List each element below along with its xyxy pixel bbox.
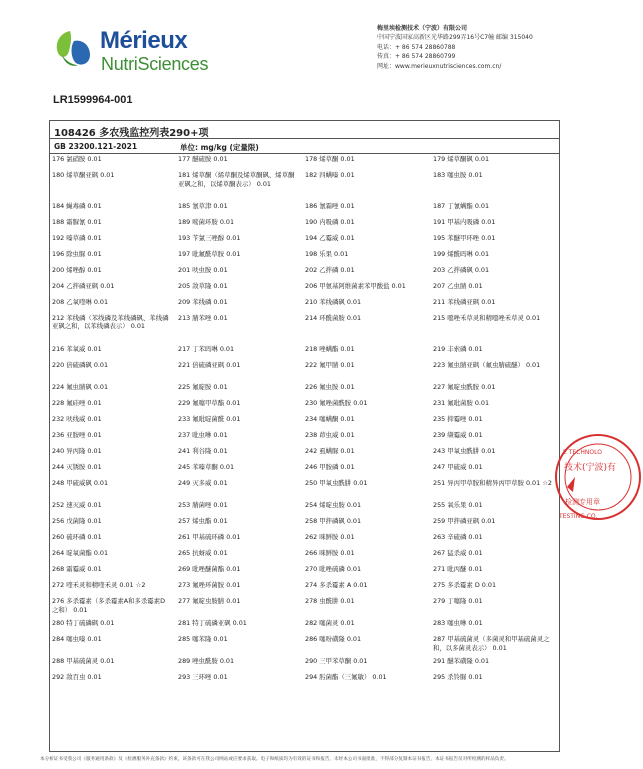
company-address: 中国宁波国家高新区光华路299弄16号C7幢 邮编 315040 (377, 34, 533, 42)
table-cell: 269 吡唑醚菌酯 0.01 (178, 564, 241, 573)
table-cell: 235 抑霉唑 0.01 (433, 414, 483, 423)
table-cell: 233 氟吡啶菌酰 0.01 (178, 414, 241, 423)
table-cell: 284 噻虫嗪 0.01 (52, 635, 102, 644)
table-cell: 189 嘧菌环胺 0.01 (178, 217, 235, 226)
table-cell: 283 噻虫啉 0.01 (433, 619, 483, 628)
company-info (377, 24, 587, 71)
table-cell: 202 乙拌磷 0.01 (305, 265, 355, 274)
table-cell: 206 甲氨基阿维菌素苯甲酸盐 0.01 (305, 281, 406, 290)
table-cell: 270 吡唑硫磷 0.01 (305, 564, 362, 573)
table-cell: 246 甲胺磷 0.01 (305, 462, 355, 471)
table-cell: 188 霜脲氰 0.01 (52, 217, 102, 226)
table-cell: 271 吡丙醚 0.01 (433, 564, 483, 573)
table-cell: 250 甲氧虫酰肼 0.01 (305, 478, 368, 487)
table-cell: 229 氟噻甲草酯 0.01 (178, 398, 241, 407)
table-row (50, 170, 559, 201)
table-row (50, 414, 559, 430)
table-row (50, 462, 559, 478)
table-cell: 183 噻虫胺 0.01 (433, 171, 483, 179)
table-cell: 197 吡氟酰草胺 0.01 (178, 249, 241, 258)
table-cell: 282 噻菌灵 0.01 (305, 619, 355, 628)
table-cell: 251 异丙甲草胺和精异丙甲草胺 0.01 ☆2 (433, 478, 553, 487)
table-cell: 260 硫环磷 0.01 (52, 532, 102, 541)
company-website: 网址：www.merieuxnutrisciences.com.cn/ (377, 62, 502, 70)
table-cell: 178 烯草酮 0.01 (305, 155, 355, 163)
table-cell: 267 猛杀威 0.01 (433, 548, 483, 557)
table-row (50, 398, 559, 414)
table-row (50, 618, 559, 634)
stamp-star-icon (567, 477, 575, 492)
table-cell: 278 虫酰肼 0.01 (305, 596, 355, 605)
table-cell: 292 敌百虫 0.01 (52, 673, 102, 682)
logo-word-nutrisciences: NutriSciences (101, 54, 209, 74)
table-row (50, 265, 559, 281)
company-name: 梅里埃检测技术（宁波）有限公司 (377, 25, 468, 32)
table-cell: 231 氟吡菌胺 0.01 (433, 398, 490, 407)
table-cell: 224 氟虫腈砜 0.01 (52, 382, 109, 391)
table-row (50, 446, 559, 462)
table-cell: 214 环酰菌胺 0.01 (305, 313, 362, 322)
table-cell: 176 氯硝胺 0.01 (52, 155, 102, 163)
table-cell: 281 特丁硫磷亚砜 0.01 (178, 619, 247, 628)
table-row (50, 360, 559, 382)
table-cell: 259 甲拌磷亚砜 0.01 (433, 516, 496, 525)
table-row (50, 217, 559, 233)
stamp-outer-text: TESTING CO. (559, 513, 598, 520)
table-cell: 275 多杀霉素 D 0.01 (433, 580, 497, 589)
table-cell: 253 腈菌唑 0.01 (178, 500, 228, 509)
company-logo (52, 25, 212, 85)
table-cell: 256 戊菌隆 0.01 (52, 516, 102, 525)
table-cell: 295 杀铃脲 0.01 (433, 673, 483, 682)
table-row (50, 478, 559, 500)
table-cell: 280 特丁硫磷砜 0.01 (52, 619, 115, 628)
table-cell: 232 呋线威 0.01 (52, 414, 102, 423)
table-cell: 177 醚硫胺 0.01 (178, 155, 228, 163)
table-cell: 181 烯草酮（烯草酮及烯草酮砜、烯草酮亚砜之和，以烯草酮表示） 0.01 (178, 171, 295, 188)
table-cell: 207 乙虫腈 0.01 (433, 281, 483, 290)
table-cell: 242 虱螨脲 0.01 (305, 446, 355, 455)
table-cell: 257 烯虫酯 0.01 (178, 516, 228, 525)
table-cell: 186 氰霜唑 0.01 (305, 201, 355, 210)
table-cell: 254 烯啶虫胺 0.01 (305, 500, 362, 509)
table-cell: 247 甲硫威 0.01 (433, 462, 483, 471)
table-row (50, 672, 559, 688)
table-row (50, 154, 559, 170)
table-cell: 265 抗蚜威 0.01 (178, 548, 228, 557)
table-row (50, 281, 559, 297)
table-cell: 273 氟唑环菌胺 0.01 (178, 580, 241, 589)
table-cell: 209 苯线磷 0.01 (178, 297, 228, 306)
table-cell: 289 唑虫酰胺 0.01 (178, 657, 235, 666)
standard-code: GB 23200.121-2021 (54, 142, 138, 151)
table-row (50, 344, 559, 360)
logo-mark-icon (52, 25, 96, 69)
table-cell: 238 茚虫威 0.01 (305, 430, 355, 439)
table-cell: 195 苯醚甲环唑 0.01 (433, 233, 496, 242)
table-cell: 213 腈苯唑 0.01 (178, 313, 228, 322)
table-row (50, 201, 559, 217)
table-row (50, 596, 559, 618)
table-row (50, 382, 559, 398)
table-row (50, 500, 559, 516)
report-number: LR1599964-001 (53, 94, 133, 106)
table-cell: 180 烯草酮亚砜 0.01 (52, 171, 115, 179)
stamp-top-text: E TECHNOLO (563, 449, 602, 456)
table-cell: 249 灭多威 0.01 (178, 478, 228, 487)
table-cell: 287 甲基硫菌灵（多菌灵和甲基硫菌灵之和，以多菌灵表示） 0.01 (433, 635, 550, 652)
table-row (50, 634, 559, 656)
table-cell: 258 甲拌磷砜 0.01 (305, 516, 362, 525)
table-cell: 204 乙拌磷亚砜 0.01 (52, 281, 115, 290)
table-cell: 225 氟啶胺 0.01 (178, 382, 228, 391)
table-cell: 216 苯氧威 0.01 (52, 344, 102, 353)
table-cell: 196 除虫脲 0.01 (52, 249, 102, 258)
table-row (50, 656, 559, 672)
table-row (50, 313, 559, 344)
table-cell: 240 异丙隆 0.01 (52, 446, 102, 455)
table-row (50, 297, 559, 313)
table-cell: 226 氟虫胺 0.01 (305, 382, 355, 391)
table-row (50, 548, 559, 564)
table-cell: 205 敌草隆 0.01 (178, 281, 228, 290)
table-cell: 228 氟硅唑 0.01 (52, 398, 102, 407)
table-subheader (50, 139, 559, 154)
company-phone: 电话：+ 86 574 28860788 (377, 43, 456, 51)
table-cell: 219 丰索磷 0.01 (433, 344, 483, 353)
table-cell: 274 多杀霉素 A 0.01 (305, 580, 368, 589)
table-cell: 199 烯酰吗啉 0.01 (433, 249, 490, 258)
table-row (50, 532, 559, 548)
table-cell: 255 氧乐果 0.01 (433, 500, 483, 509)
table-cell: 293 三环唑 0.01 (178, 673, 228, 682)
table-cell: 203 乙拌磷砜 0.01 (433, 265, 490, 274)
table-cell: 221 倍硫磷亚砜 0.01 (178, 360, 241, 369)
table-cell: 285 噻苯隆 0.01 (178, 635, 228, 644)
table-cell: 243 甲氧虫酰肼 0.01 (433, 446, 496, 455)
table-row (50, 516, 559, 532)
table-cell: 210 苯线磷砜 0.01 (305, 297, 362, 306)
table-cell: 264 啶氧菌酯 0.01 (52, 548, 109, 557)
table-cell: 227 氟啶虫酰胺 0.01 (433, 382, 496, 391)
table-cell: 215 噁唑禾草灵和精噁唑禾草灵 0.01 (433, 313, 541, 322)
table-cell: 200 烯唑醇 0.01 (52, 265, 102, 274)
table-cell: 193 苄氯三唑醇 0.01 (178, 233, 241, 242)
logo-word-merieux: Mérieux (100, 27, 188, 54)
unit-label: 单位: mg/kg (定量限) (180, 143, 259, 152)
table-cell: 268 霜霉威 0.01 (52, 564, 102, 573)
footer-disclaimer: 本分析证书受我公司《服务通用条款》及《检测服务补充条款》约束，该条款可在我公司网站或应要求获取。电子和纸质均为有效的证书和报告，未经本公司书面批准，不得部分复制本证书报告，本证书报告仅对所检测的样品负责。 (40, 757, 509, 762)
table-cell: 277 氟啶虫胺腈 0.01 (178, 596, 241, 605)
table-cell: 201 呋虫胺 0.01 (178, 265, 228, 274)
table-cell: 192 嗪草磷 0.01 (52, 233, 102, 242)
table-cell: 184 蝇毒磷 0.01 (52, 201, 102, 210)
table-row (50, 580, 559, 596)
table-cell: 220 倍硫磷砜 0.01 (52, 360, 109, 369)
table-cell: 182 四螨嗪 0.01 (305, 171, 355, 179)
table-cell: 276 多杀霉素（多杀霉素A和多杀霉素D之和） 0.01 (52, 596, 165, 614)
table-title: 108426 多农残监控列表290+项 (50, 121, 559, 139)
company-fax: 传真：+ 86 574 28860799 (377, 53, 456, 61)
table-cell: 248 甲硫威砜 0.01 (52, 478, 109, 487)
table-cell: 211 苯线磷亚砜 0.01 (433, 297, 496, 306)
table-cell: 194 乙霉威 0.01 (305, 233, 355, 242)
table-body (50, 154, 559, 688)
table-cell: 212 苯线磷（苯线磷及苯线磷砜、苯线磷亚砜之和，以苯线磷表示） 0.01 (52, 313, 169, 331)
table-cell: 239 缬霉威 0.01 (433, 430, 483, 439)
table-cell: 288 甲基硫菌灵 0.01 (52, 657, 115, 666)
table-cell: 234 噻螨酮 0.01 (305, 414, 355, 423)
table-cell: 245 苯嗪草酮 0.01 (178, 462, 235, 471)
table-cell: 236 亚胺唑 0.01 (52, 430, 102, 439)
table-cell: 262 咪鲜胺 0.01 (305, 532, 355, 541)
table-cell: 237 吡虫啉 0.01 (178, 430, 228, 439)
table-cell: 187 丁氰螨酯 0.01 (433, 201, 490, 210)
table-cell: 279 丁噻隆 0.01 (433, 596, 483, 605)
table-row (50, 249, 559, 265)
table-cell: 244 灭锈胺 0.01 (52, 462, 102, 471)
table-cell: 222 氟甲腈 0.01 (305, 360, 355, 369)
table-cell: 218 唑螨酯 0.01 (305, 344, 355, 353)
table-cell: 263 辛硫磷 0.01 (433, 532, 483, 541)
table-cell: 223 氟虫腈亚砜（氟虫腈硫醚） 0.01 (433, 360, 541, 369)
stamp-bottom-text: 检测专用章 (565, 498, 600, 506)
table-cell: 290 三甲苯草酮 0.01 (305, 657, 368, 666)
table-row (50, 430, 559, 446)
table-row (50, 233, 559, 249)
table-cell: 261 甲基硫环磷 0.01 (178, 532, 241, 541)
table-cell: 286 噻吩磺隆 0.01 (305, 635, 362, 644)
official-stamp (553, 432, 643, 522)
table-cell: 185 氰草津 0.01 (178, 201, 228, 210)
pesticide-table (49, 120, 560, 752)
table-cell: 190 内吸磷 0.01 (305, 217, 355, 226)
table-cell: 241 利谷隆 0.01 (178, 446, 228, 455)
table-cell: 217 丁苯吗啉 0.01 (178, 344, 235, 353)
table-cell: 272 喹禾灵和精喹禾灵 0.01 ☆2 (52, 580, 146, 589)
table-cell: 252 速灭威 0.01 (52, 500, 102, 509)
table-cell: 198 乐果 0.01 (305, 249, 349, 258)
table-cell: 208 乙氧喹啉 0.01 (52, 297, 109, 306)
table-cell: 230 氟唑菌酰胺 0.01 (305, 398, 368, 407)
table-cell: 179 烯草酮砜 0.01 (433, 155, 490, 163)
table-cell: 191 甲基内吸磷 0.01 (433, 217, 496, 226)
stamp-inner-text: 技术(宁波)有 (564, 463, 617, 473)
table-cell: 266 咪鲜胺 0.01 (305, 548, 355, 557)
table-cell: 294 肟菌酯（三氟敏） 0.01 (305, 673, 387, 682)
table-cell: 291 醚苯磺隆 0.01 (433, 657, 490, 666)
table-row (50, 564, 559, 580)
